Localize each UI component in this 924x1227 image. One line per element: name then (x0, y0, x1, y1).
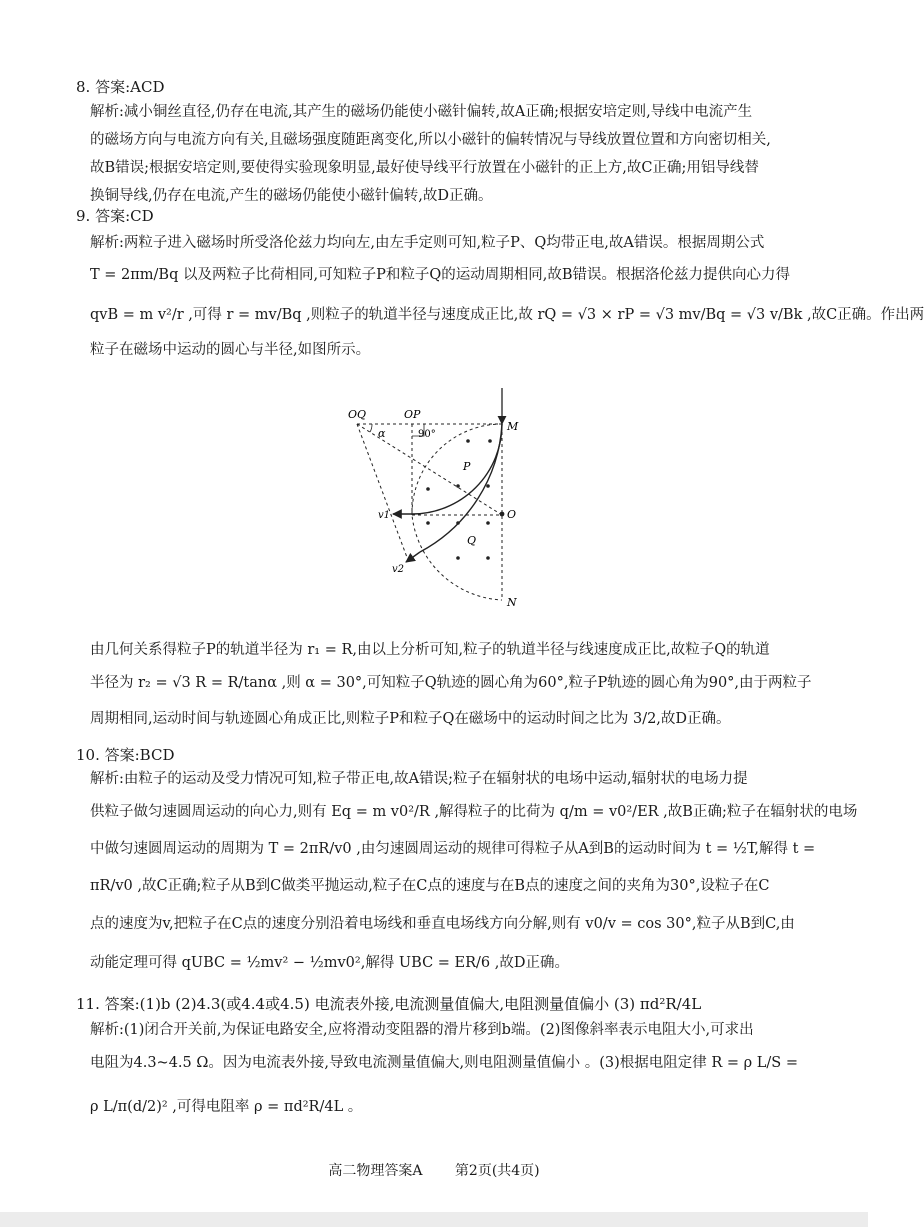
footer-page-number: 第2页(共4页) (454, 1163, 540, 1179)
magnetic-field-diagram (340, 385, 540, 615)
q11-line-3: ρ L/π(d/2)² ,可得电阻率 ρ = πd²R/4L 。 (90, 1099, 363, 1115)
q9-line-4: 粒子在磁场中运动的圆心与半径,如图所示。 (90, 342, 371, 358)
label-v2: v2 (392, 564, 405, 575)
q9-line-2: T = 2πm/Bq 以及两粒子比荷相同,可知粒子P和粒子Q的运动周期相同,故B错误。根据洛伦兹力提供向心力得 (90, 267, 790, 283)
q8-line-2: 的磁场方向与电流方向有关,且磁场强度随距离变化,所以小磁针的偏转情况与导线放置位置和方向密切相关, (90, 132, 771, 148)
q8-line-1: 解析:减小铜丝直径,仍存在电流,其产生的磁场仍能使小磁针偏转,故A正确;根据安培定则,导线中电流产生 (90, 104, 753, 120)
q10-line-4: πR/v0 ,故C正确;粒子从B到C做类平抛运动,粒子在C点的速度与在B点的速度之间的夹角为30°,设粒子在C (90, 878, 770, 894)
q8-line-3: 故B错误;根据安培定则,要使得实验现象明显,最好使导线平行放置在小磁针的正上方,故C正确;用铝导线替 (90, 160, 759, 176)
q9-after-line-1: 由几何关系得粒子P的轨道半径为 r₁ = R,由以上分析可知,粒子的轨道半径与线速度成正比,故粒子Q的轨道 (90, 642, 770, 658)
q8-line-4: 换铜导线,仍存在电流,产生的磁场仍能使小磁针偏转,故D正确。 (90, 188, 493, 204)
label-op: OP (404, 408, 421, 421)
label-n: N (507, 596, 517, 609)
q10-line-6: 动能定理可得 qUBC = ½mv² − ½mv0²,解得 UBC = ER/6 ,故D正确。 (90, 955, 569, 971)
label-p: P (463, 460, 471, 473)
footer-subject: 高二物理答案A (328, 1163, 423, 1179)
q11-line-1: 解析:(1)闭合开关前,为保证电路安全,应将滑动变阻器的滑片移到b端。(2)图像斜率表示电阻大小,可求出 (90, 1022, 754, 1038)
q9-line-1: 解析:两粒子进入磁场时所受洛伦兹力均向左,由左手定则可知,粒子P、Q均带正电,故A错误。根据周期公式 (90, 235, 765, 251)
q10-line-2: 供粒子做匀速圆周运动的向心力,则有 Eq = m v0²/R ,解得粒子的比荷为 q/m = v0²/ER ,故B正确;粒子在辐射状的电场 (90, 804, 858, 820)
q8-answer: 8. 答案:ACD (76, 78, 165, 96)
label-o: O (507, 508, 517, 521)
q9-answer: 9. 答案:CD (76, 207, 154, 225)
label-angle: 90° (418, 429, 436, 440)
label-q: Q (467, 534, 477, 547)
q10-line-1: 解析:由粒子的运动及受力情况可知,粒子带正电,故A错误;粒子在辐射状的电场中运动,辐射状的电场力提 (90, 771, 748, 787)
q9-after-line-3: 周期相同,运动时间与轨迹圆心角成正比,则粒子P和粒子Q在磁场中的运动时间之比为 3/2,故D正确。 (90, 711, 731, 727)
q10-line-5: 点的速度为v,把粒子在C点的速度分别沿着电场线和垂直电场线方向分解,则有 v0/v = cos 30°,粒子从B到C,由 (90, 916, 795, 932)
q9-after-line-2: 半径为 r₂ = √3 R = R/tanα ,则 α = 30°,可知粒子Q轨迹的圆心角为60°,粒子P轨迹的圆心角为90°,由于两粒子 (90, 675, 812, 691)
page-footer (0, 1160, 868, 1180)
q11-answer: 11. 答案:(1)b (2)4.3(或4.4或4.5) 电流表外接,电流测量值偏大,电阻测量值偏小 (3) πd²R/4L (76, 995, 702, 1013)
q10-answer: 10. 答案:BCD (76, 746, 175, 764)
bottom-edge (0, 1212, 868, 1227)
label-m: M (507, 420, 519, 433)
label-oq: OQ (348, 408, 367, 421)
label-alpha: α (378, 427, 386, 440)
q10-line-3: 中做匀速圆周运动的周期为 T = 2πR/v0 ,由匀速圆周运动的规律可得粒子从A到B的运动时间为 t = ½T,解得 t = (90, 841, 816, 857)
q9-line-3: qvB = m v²/r ,可得 r = mv/Bq ,则粒子的轨道半径与速度成正比,故 rQ = √3 × rP = √3 mv/Bq = √3 v/Bk ,故C正确。作出两 (90, 307, 924, 323)
q11-line-2: 电阻为4.3~4.5 Ω。因为电流表外接,导致电流测量值偏大,则电阻测量值偏小 。(3)根据电阻定律 R = ρ L/S = (90, 1055, 798, 1071)
label-v1: v1 (378, 510, 391, 521)
